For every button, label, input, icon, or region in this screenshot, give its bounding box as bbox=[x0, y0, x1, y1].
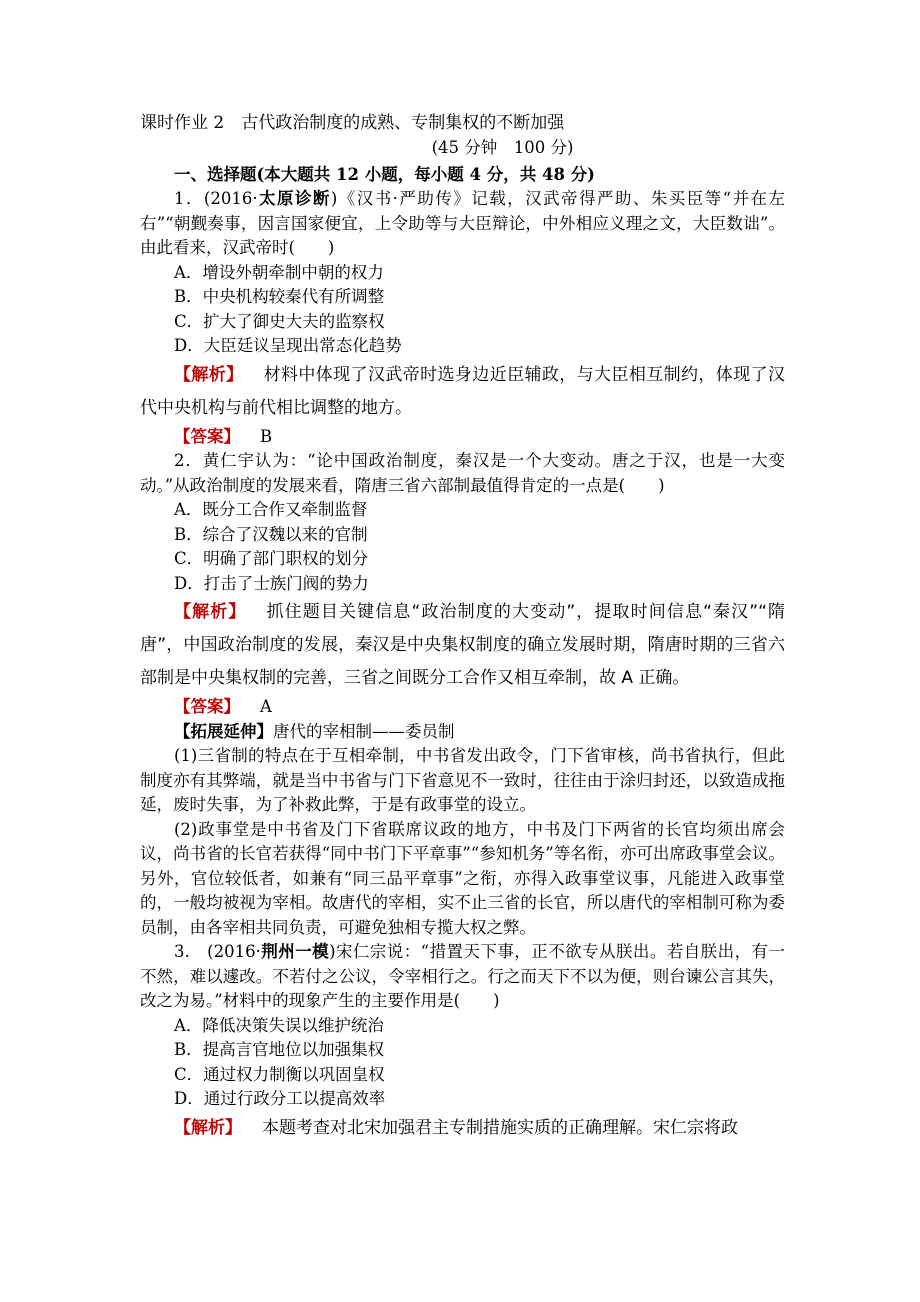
question-1-analysis bbox=[140, 359, 785, 425]
answer-value: B bbox=[260, 426, 273, 446]
question-3-stem bbox=[140, 940, 785, 1014]
question-1-option-b: B．中央机构较秦代有所调整 bbox=[174, 287, 385, 306]
question-3-source: 荆州一模 bbox=[260, 942, 330, 961]
answer-label: 【答案】 bbox=[174, 426, 240, 446]
question-3-number: 3. (2016· bbox=[174, 942, 261, 961]
analysis-label: 【解析】 bbox=[174, 364, 244, 385]
question-1-answer bbox=[140, 425, 785, 450]
extension-heading bbox=[140, 720, 785, 745]
page-subtitle: (45 分钟 100 分) bbox=[431, 138, 574, 157]
question-2-option-d: D．打击了士族门阀的势力 bbox=[174, 573, 369, 593]
analysis-label: 【解析】 bbox=[174, 1117, 242, 1138]
section-heading: 一、选择题(本大题共 12 小题，每小题 4 分，共 48 分) bbox=[174, 164, 595, 184]
question-1-option-c: C．扩大了御史大夫的监察权 bbox=[174, 311, 385, 331]
question-2-stem: 2．黄仁宇认为：“论中国政治制度，秦汉是一个大变动。唐之于汉，也是一大变动。”从政治制度的发展来看，隋唐三省六部制最值得肯定的一点是( ) bbox=[140, 451, 785, 495]
question-1-option-a: A．增设外朝牵制中朝的权力 bbox=[174, 262, 384, 282]
answer-value: A bbox=[260, 697, 272, 716]
analysis-label: 【解析】 bbox=[174, 602, 247, 622]
question-3-option-c: C．通过权力制衡以巩固皇权 bbox=[174, 1064, 385, 1084]
analysis-text: 材料中体现了汉武帝时选身边近臣辅政，与大臣相互制约，体现了汉代中央机构与前代相比调整的地方。 bbox=[140, 364, 786, 418]
extension-title: 唐代的宰相制——委员制 bbox=[273, 721, 455, 741]
extension-paragraph-2: (2)政事堂是中书省及门下省联席议政的地方，中书及门下两省的长官均须出席会议，尚书省的长官若获得“同中书门下平章事”“参知机务”等名衔，亦可出席政事堂会议。另外，官位较低者，如兼有“同三品平章事”之衔，亦得入政事堂议事，凡能进入政事堂的，一般均被视为宰相。故唐代的宰相，实不止三省的长官，所以唐代的宰相制可称为委员制，由各宰相共同负责，可避免独相专揽大权之弊。 bbox=[140, 819, 785, 937]
question-3-analysis bbox=[140, 1112, 785, 1145]
document-page bbox=[140, 110, 785, 1145]
extension-paragraph-1: (1)三省制的特点在于互相牵制，中书省发出政令，门下省审核，尚书省执行，但此制度亦有其弊端，就是当中书省与门下省意见不一致时，往往由于涂归封还，以致造成拖延，废时失事，为了补救此弊，于是有政事堂的设立。 bbox=[140, 746, 785, 814]
answer-label: 【答案】 bbox=[174, 697, 240, 716]
analysis-text: 本题考查对北宋加强君主专制措施实质的正确理解。宋仁宗将政 bbox=[262, 1117, 738, 1138]
question-1-source: 太原诊断 bbox=[257, 189, 331, 208]
question-2-answer bbox=[140, 695, 785, 720]
question-1-text: )《汉书·严助传》记载，汉武帝得严助、朱买臣等“并在左右”“朝觐奏事，因言国家便宜，上令助等与大臣辩论，中外相应义理之文，大臣数诎”。由此看来，汉武帝时( ) bbox=[140, 189, 786, 257]
question-3-option-b: B．提高言官地位以加强集权 bbox=[174, 1040, 385, 1059]
question-2-option-a: A．既分工合作又牵制监督 bbox=[174, 500, 368, 519]
question-2-analysis bbox=[140, 596, 785, 695]
question-1-number: 1．(2016· bbox=[174, 189, 258, 208]
analysis-text: 抓住题目关键信息“政治制度的大变动”，提取时间信息“秦汉”“隋唐”，中国政治制度的发展，秦汉是中央集权制度的确立发展时期，隋唐时期的三省六部制是中央集权制的完善，三省之间既分工合作又相互牵制，故 A 正确。 bbox=[140, 602, 785, 688]
question-2-option-c: C．明确了部门职权的划分 bbox=[174, 549, 369, 568]
page-title: 课时作业 2 古代政治制度的成熟、专制集权的不断加强 bbox=[140, 113, 565, 133]
question-1-stem bbox=[140, 187, 785, 261]
question-3-option-a: A．降低决策失误以维护统治 bbox=[174, 1015, 384, 1035]
question-2-option-b: B．综合了汉魏以来的官制 bbox=[174, 524, 368, 544]
question-3-text: )宋仁宗说：“措置天下事，正不欲专从朕出。若自朕出，有一不然，难以遽改。不若付之公议，令宰相行之。行之而天下不以为便，则台谏公言其失，改之为易。”材料中的现象产生的主要作用是( ) bbox=[140, 942, 786, 1010]
extension-label: 【拓展延伸】 bbox=[174, 721, 273, 741]
question-1-option-d: D．大臣廷议呈现出常态化趋势 bbox=[174, 336, 402, 355]
question-3-option-d: D．通过行政分工以提高效率 bbox=[174, 1089, 386, 1108]
